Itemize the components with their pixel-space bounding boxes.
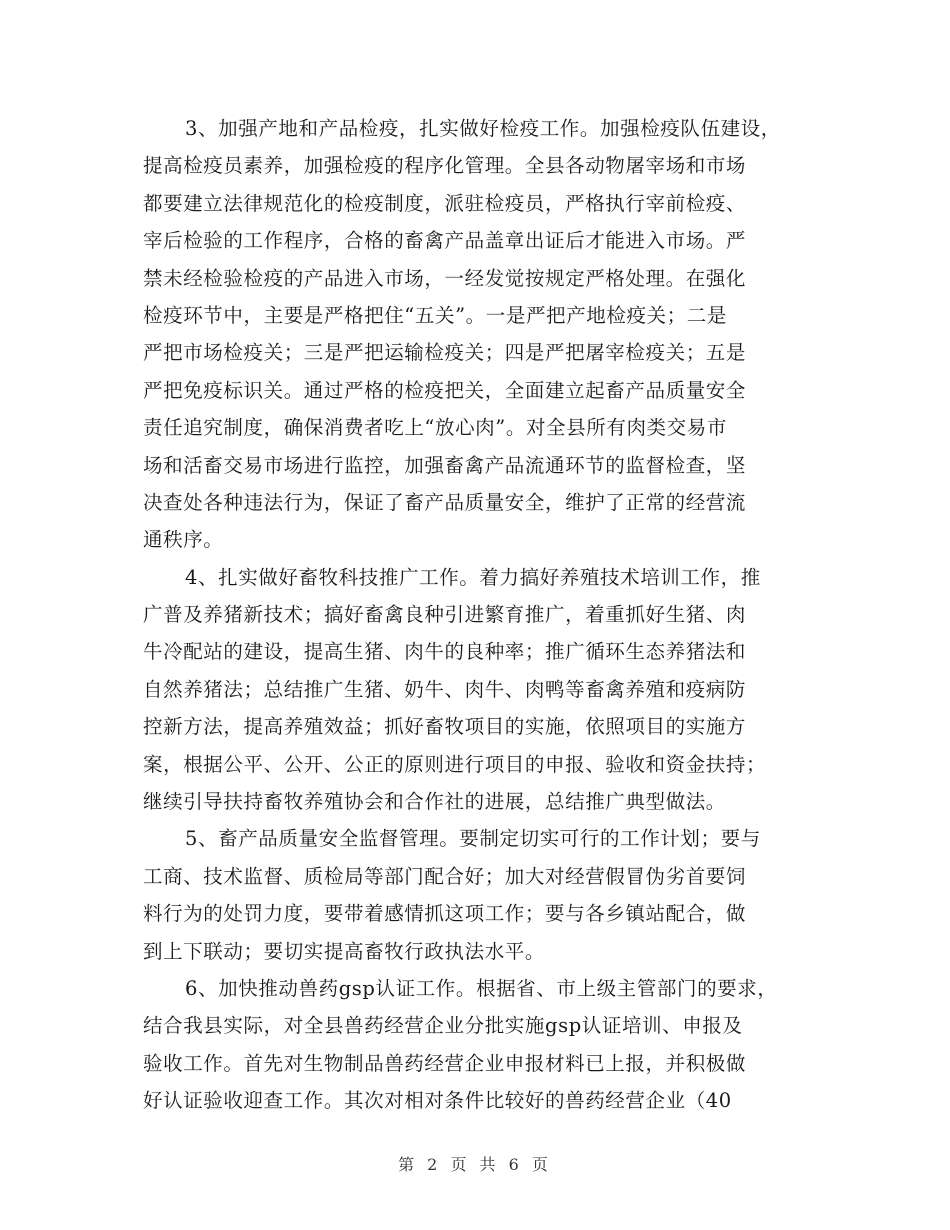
- page-number-footer: 第 2 页 共 6 页: [398, 1155, 552, 1174]
- paragraph-4: [143, 559, 823, 821]
- paragraph-line: 严把市场检疫关；三是严把运输检疫关；四是严把屠宰检疫关；五是: [143, 341, 747, 365]
- paragraph-line: 牛冷配站的建设，提高生猪、肉牛的良种率；推广循环生态养猪法和: [143, 640, 747, 664]
- paragraph-6: [143, 970, 823, 1120]
- paragraph-line: 到上下联动；要切实提高畜牧行政执法水平。: [143, 939, 546, 963]
- paragraph-line: 严把免疫标识关。通过严格的检疫把关，全面建立起畜产品质量安全: [143, 378, 747, 402]
- paragraph-line: 提高检疫员素养，加强检疫的程序化管理。全县各动物屠宰场和市场: [143, 154, 747, 178]
- paragraph-line: 检疫环节中，主要是严格把住“五关”。一是严把产地检疫关；二是: [143, 303, 727, 327]
- paragraph-line: 控新方法，提高养殖效益；抓好畜牧项目的实施，依照项目的实施方: [143, 715, 747, 739]
- paragraph-line: 宰后检验的工作程序，合格的畜禽产品盖章出证后才能进入市场。严: [143, 229, 747, 253]
- paragraph-line: 广普及养猪新技术；搞好畜禽良种引进繁育推广，着重抓好生猪、肉: [143, 603, 747, 627]
- paragraph-line: 6、加快推动兽药gsp认证工作。根据省、市上级主管部门的要求，: [185, 976, 778, 1000]
- paragraph-line: 决查处各种违法行为，保证了畜产品质量安全，维护了正常的经营流: [143, 490, 747, 514]
- paragraph-3: [143, 110, 823, 559]
- paragraph-line: 验收工作。首先对生物制品兽药经营企业申报材料已上报，并积极做: [143, 1051, 747, 1075]
- paragraph-line: 案，根据公平、公开、公正的原则进行项目的申报、验收和资金扶持；: [143, 752, 767, 776]
- paragraph-5: [143, 820, 823, 970]
- paragraph-line: 料行为的处罚力度，要带着感情抓这项工作；要与各乡镇站配合，做: [143, 902, 747, 926]
- paragraph-line: 禁未经检验检疫的产品进入市场，一经发觉按规定严格处理。在强化: [143, 266, 747, 290]
- paragraph-line: 4、扎实做好畜牧科技推广工作。着力搞好养殖技术培训工作，推: [185, 565, 761, 589]
- paragraph-line: 工商、技术监督、质检局等部门配合好；加大对经营假冒伪劣首要饲: [143, 864, 747, 888]
- paragraph-line: 结合我县实际，对全县兽药经营企业分批实施gsp认证培训、申报及: [143, 1014, 743, 1038]
- paragraph-line: 继续引导扶持畜牧养殖协会和合作社的进展，总结推广典型做法。: [143, 790, 726, 814]
- paragraph-line: 通秩序。: [143, 528, 224, 552]
- paragraph-line: 都要建立法律规范化的检疫制度，派驻检疫员，严格执行宰前检疫、: [143, 191, 747, 215]
- paragraph-line: 5、畜产品质量安全监督管理。要制定切实可行的工作计划；要与: [185, 827, 761, 851]
- paragraph-line: 责任追究制度，确保消费者吃上“放心肉”。对全县所有肉类交易市: [143, 416, 727, 440]
- document-body: [143, 110, 823, 1120]
- paragraph-line: 自然养猪法；总结推广生猪、奶牛、肉牛、肉鸭等畜禽养殖和疫病防: [143, 677, 747, 701]
- paragraph-line: 3、加强产地和产品检疫，扎实做好检疫工作。加强检疫队伍建设，: [185, 117, 781, 140]
- paragraph-line: 场和活畜交易市场进行监控，加强畜禽产品流通环节的监督检查，坚: [143, 453, 747, 477]
- paragraph-line: 好认证验收迎查工作。其次对相对条件比较好的兽药经营企业（40: [143, 1089, 732, 1113]
